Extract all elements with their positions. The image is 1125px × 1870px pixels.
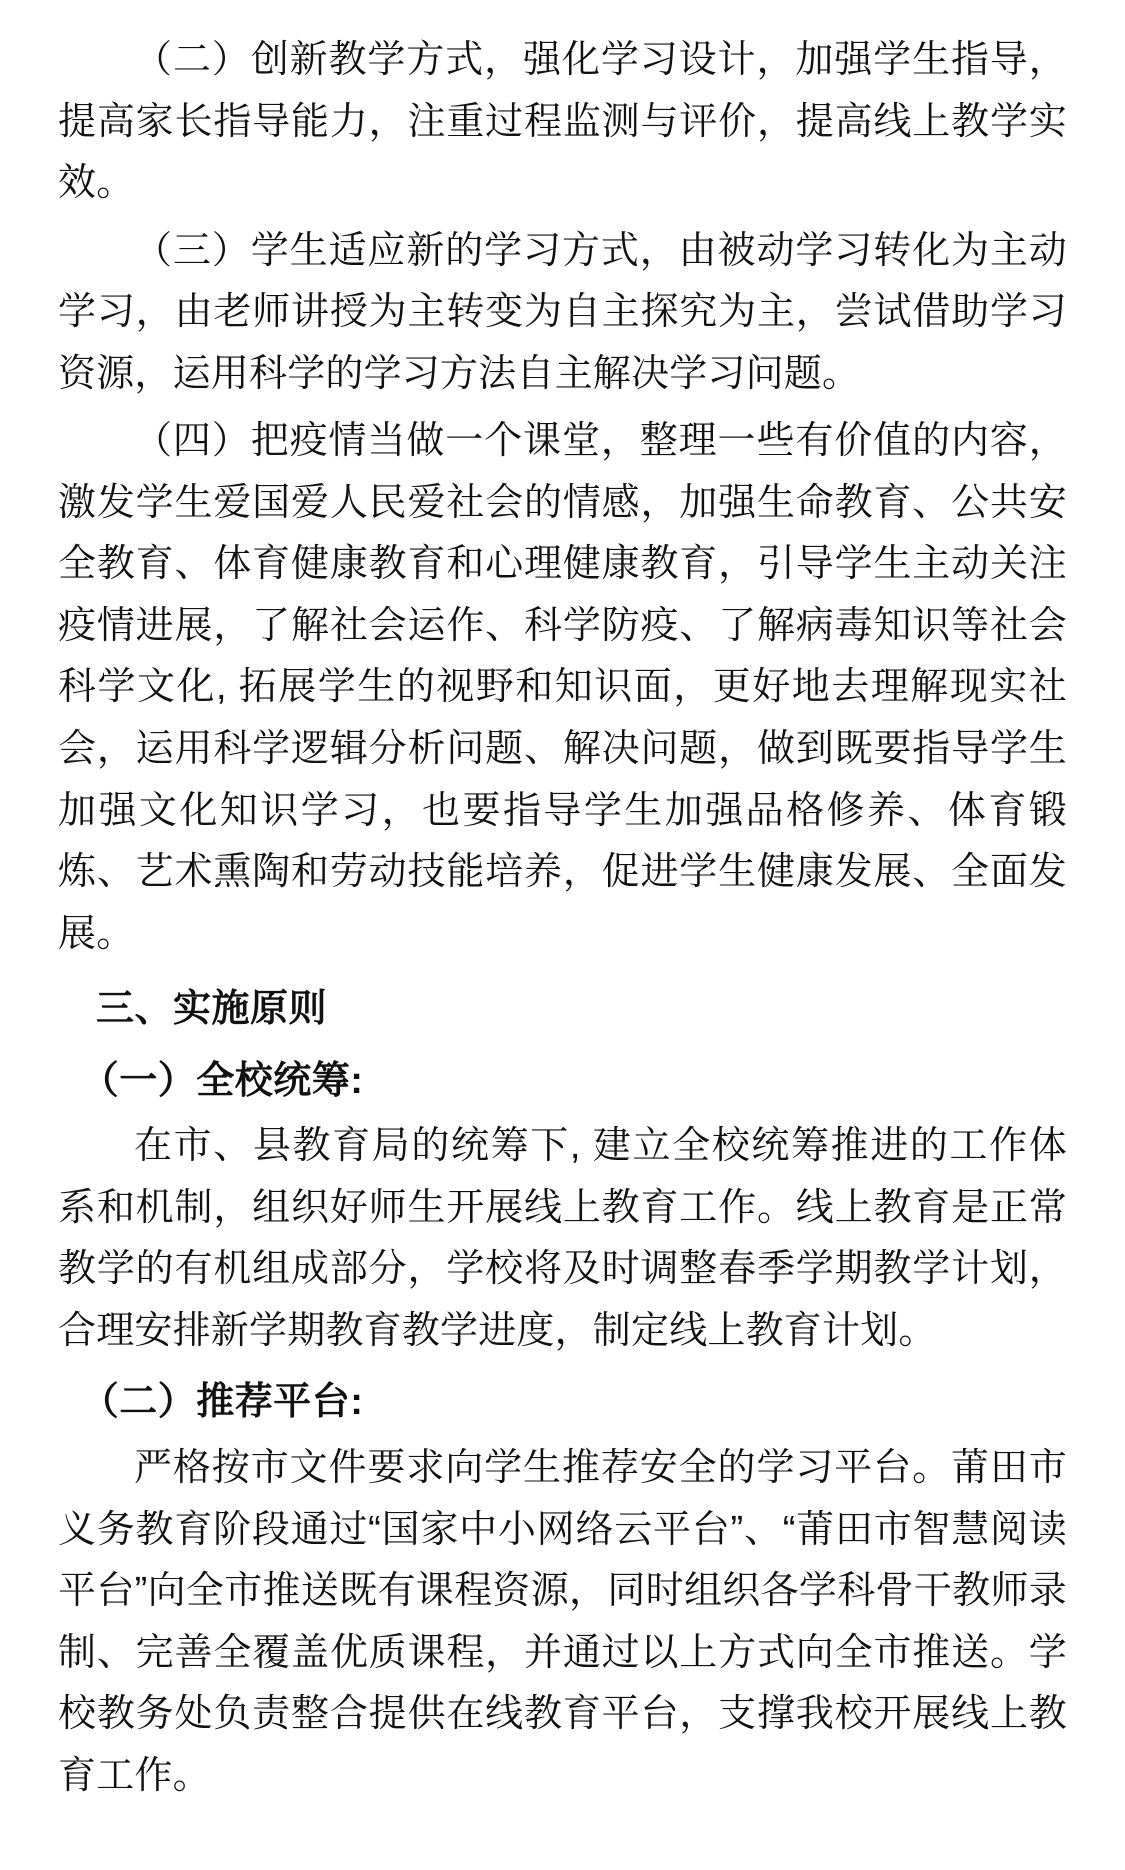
subsection-heading-school-wide-coordination: （一）全校统筹:	[80, 1059, 364, 1102]
paragraph-recommended-platform-body: 严格按市文件要求向学生推荐安全的学习平台。莆田市义务教育阶段通过“国家中小网络云平台”、“莆田市智慧阅读平台”向全市推送既有课程资源，同时组织各学科骨干教师录制、完善全覆盖优质课程，并通过以上方式向全市推送。学校教务处负责整合提供在线教育平台，支撑我校开展线上教育工作。	[58, 1447, 1067, 1797]
paragraph-item-4: （四）把疫情当做一个课堂，整理一些有价值的内容，激发学生爱国爱人民爱社会的情感，加强生命教育、公共安全教育、体育健康教育和心理健康教育，引导学生主动关注疫情进展，了解社会运作、科学防疫、了解病毒知识等社会科学文化, 拓展学生的视野和知识面，更好地去理解现实社会，运用科学逻辑分析问题、解决问题，做到既要指导学生加强文化知识学习，也要指导学生加强品格修养、体育锻炼、艺术熏陶和劳动技能培养，促进学生健康发展、全面发展。	[58, 420, 1067, 955]
paragraph-item-3: （三）学生适应新的学习方式，由被动学习转化为主动学习，由老师讲授为主转变为自主探究为主，尝试借助学习资源，运用科学的学习方法自主解决学习问题。	[58, 229, 1067, 395]
section-heading-implementation-principles: 三、实施原则	[96, 988, 328, 1031]
paragraph-school-wide-coordination-body: 在市、县教育局的统筹下, 建立全校统筹推进的工作体系和机制，组织好师生开展线上教育工作。线上教育是正常教学的有机组成部分，学校将及时调整春季学期教学计划，合理安排新学期教育教学进度，制定线上教育计划。	[58, 1125, 1067, 1352]
paragraph-item-2: （二）创新教学方式，强化学习设计，加强学生指导，提高家长指导能力，注重过程监测与评价，提高线上教学实效。	[58, 39, 1067, 205]
subsection-heading-recommended-platform: （二）推荐平台:	[80, 1381, 364, 1424]
